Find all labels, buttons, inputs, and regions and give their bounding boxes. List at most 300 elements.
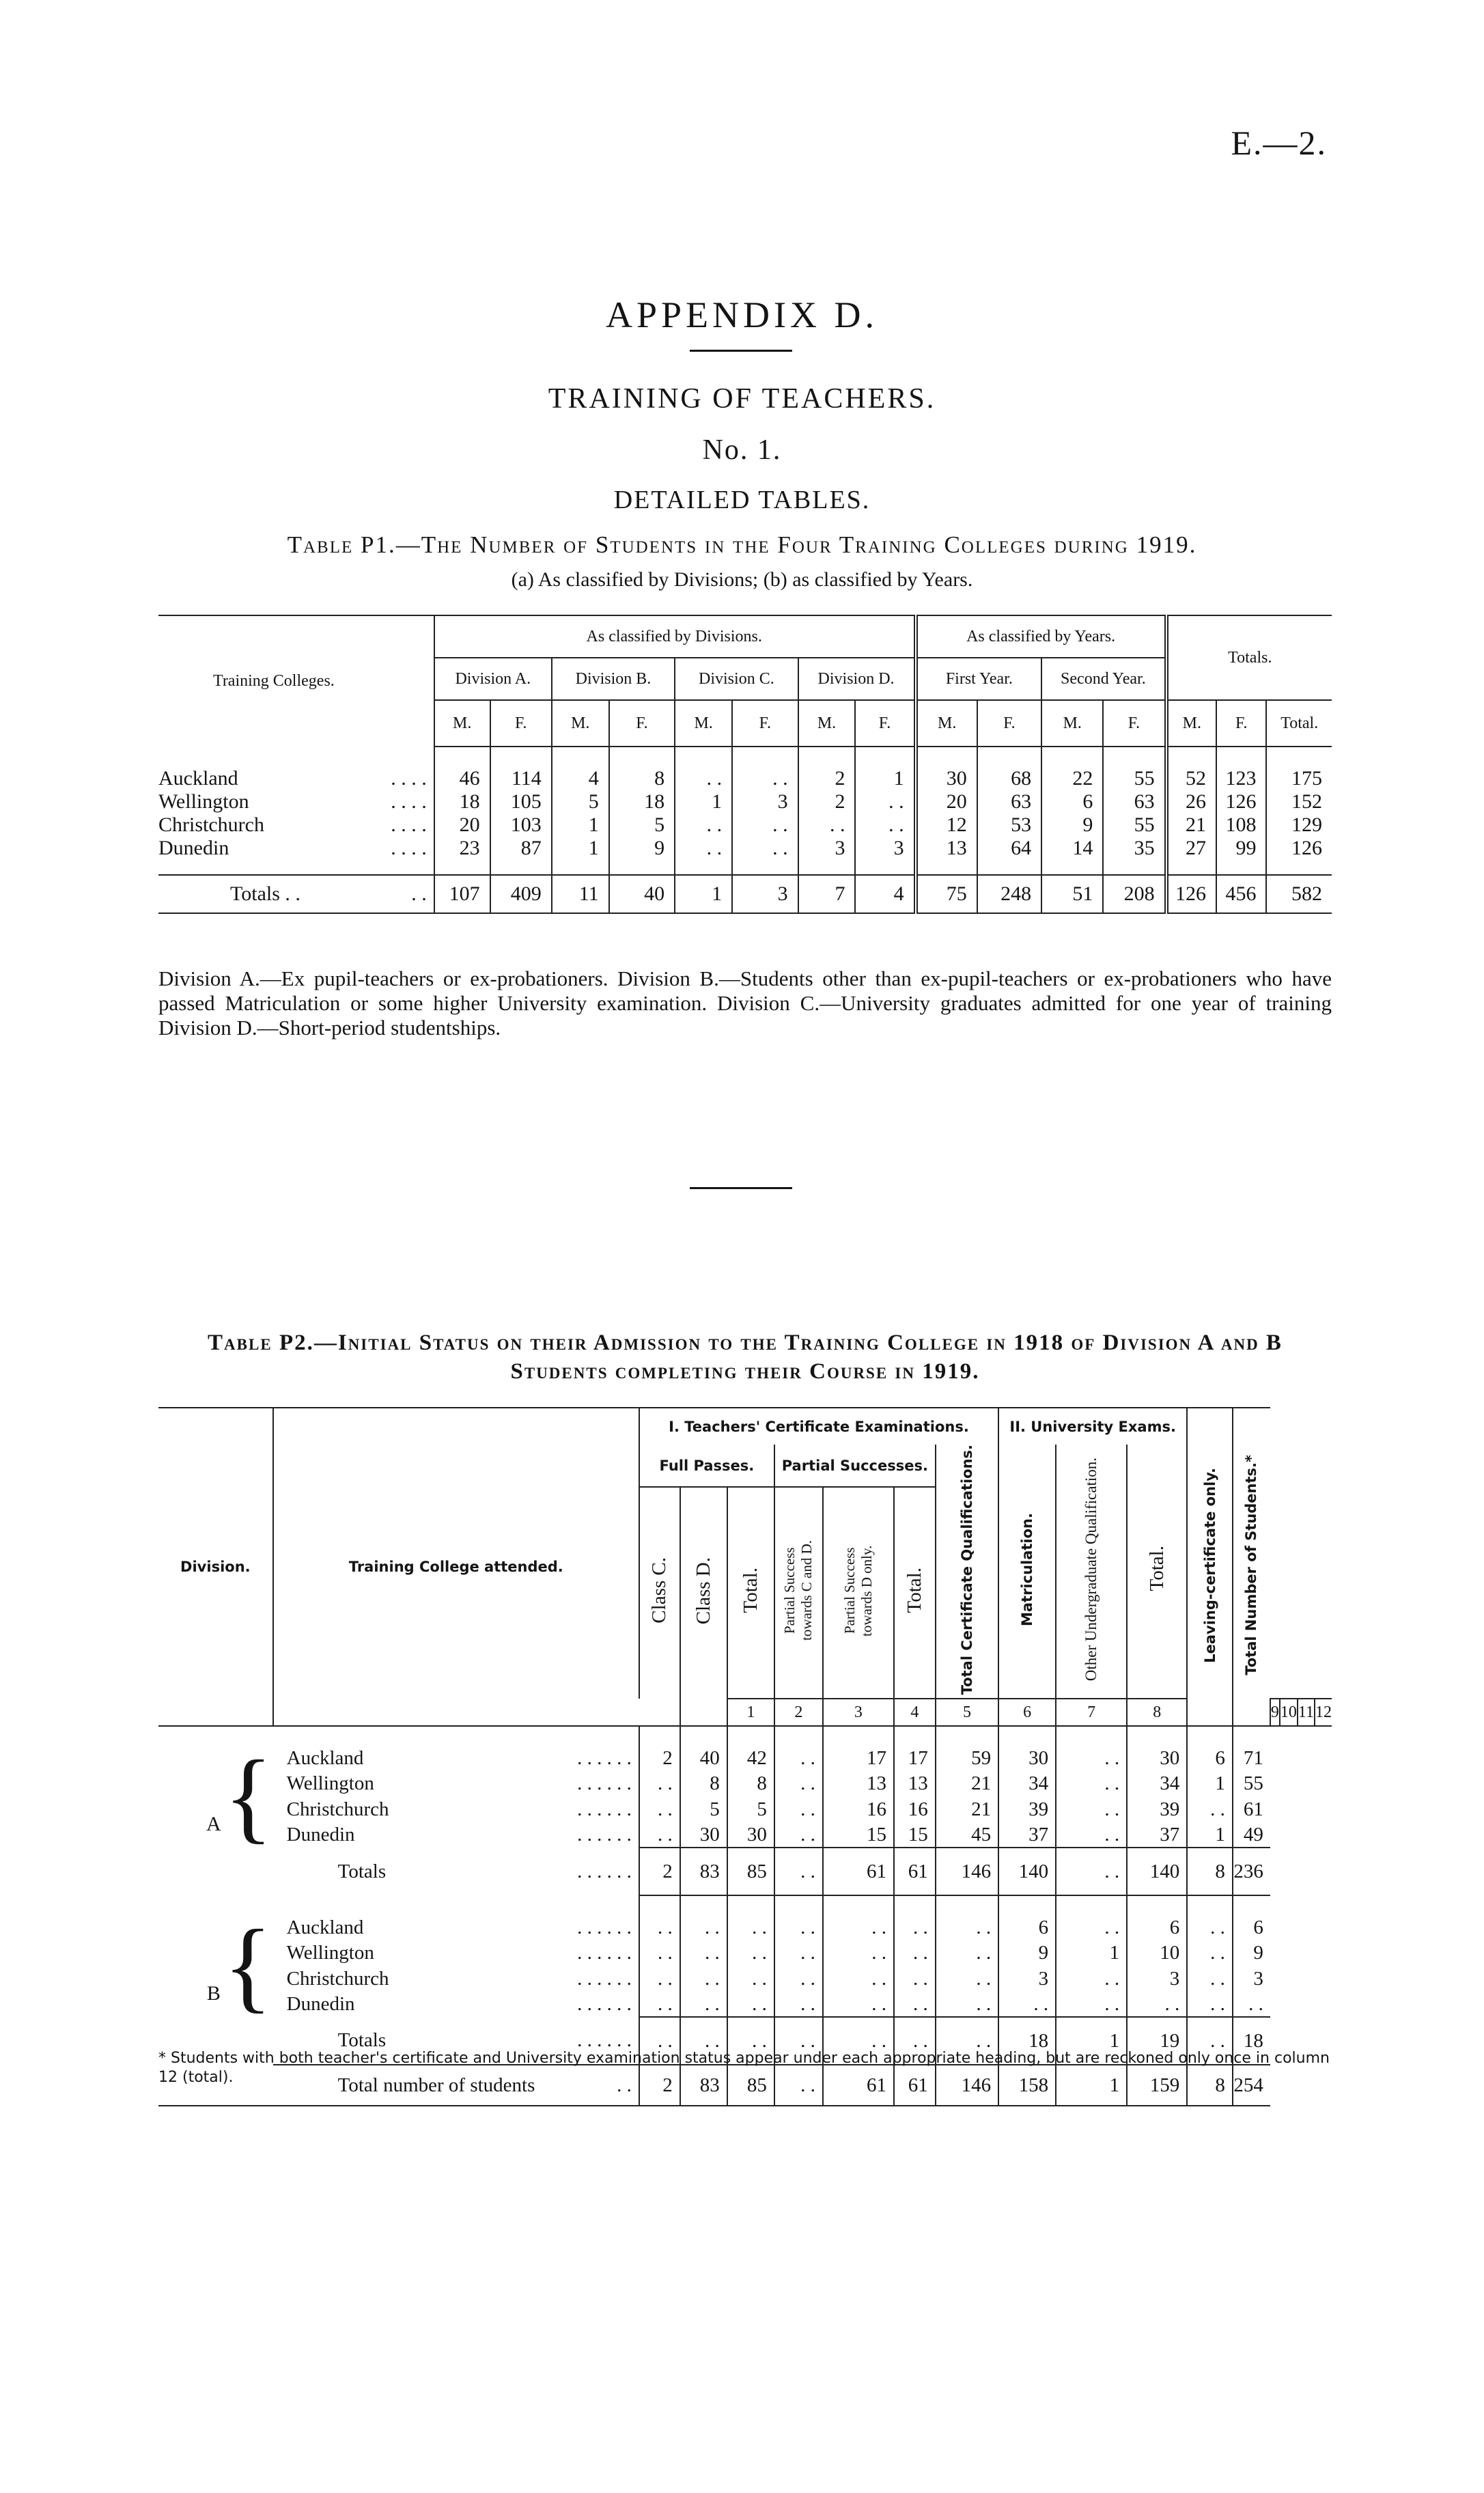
p2-cell: . . bbox=[680, 1940, 727, 1966]
p2-cell: 6 bbox=[1233, 1914, 1270, 1940]
p2-cell: 42 bbox=[727, 1745, 774, 1771]
p1-cell: . . bbox=[798, 813, 856, 837]
p1-cell: . . bbox=[675, 767, 732, 790]
p2-total-cell: 8 bbox=[1187, 2065, 1233, 2106]
p2-total-cell: 254 bbox=[1233, 2065, 1270, 2106]
leader-dots: . . . . . . bbox=[577, 1967, 632, 1990]
leader-dots: . . . . . . bbox=[577, 1772, 632, 1795]
p2-cell: 6 bbox=[998, 1914, 1056, 1940]
leader-dots: . . . . . . bbox=[577, 1993, 632, 2016]
p2-cell: 15 bbox=[894, 1822, 936, 1848]
leader-dots: . . . . . . bbox=[577, 2029, 632, 2052]
p1-header-division-d: Division D. bbox=[798, 658, 916, 700]
p2-col-partial-cd: Partial Success towards C and D. bbox=[781, 1540, 815, 1641]
p1-cell: 126 bbox=[1216, 790, 1266, 813]
leader-dots: . . . . bbox=[391, 767, 427, 790]
p1-header-f: F. bbox=[855, 700, 915, 747]
p1-cell: . . bbox=[675, 813, 732, 837]
p1-cell: 5 bbox=[609, 813, 675, 837]
p1-cell: 103 bbox=[490, 813, 552, 837]
p1-total-cell: 51 bbox=[1041, 875, 1103, 913]
p1-cell: 9 bbox=[1041, 813, 1103, 837]
p2-college-name: Auckland bbox=[286, 1746, 364, 1769]
table-p1-caption: Table P1.—The Number of Students in the Four Training Colleges during 1919. bbox=[287, 531, 1197, 558]
p2-column-number: 12 bbox=[1315, 1699, 1332, 1726]
p2-total-cell: 85 bbox=[727, 1848, 774, 1895]
p2-cell: 55 bbox=[1233, 1771, 1270, 1797]
p2-cell: 45 bbox=[936, 1822, 998, 1848]
p2-cell: 30 bbox=[998, 1745, 1056, 1771]
p2-row bbox=[158, 1940, 1332, 1966]
p2-cell: 5 bbox=[680, 1796, 727, 1822]
appendix-title: APPENDIX D. bbox=[605, 294, 879, 335]
p1-cell: 18 bbox=[609, 790, 675, 813]
p2-cell: . . bbox=[894, 1914, 936, 1940]
p2-row bbox=[158, 1914, 1332, 1940]
p1-cell: 13 bbox=[916, 837, 977, 860]
p1-cell: 52 bbox=[1166, 767, 1216, 790]
leader-dots: . . . . . . bbox=[577, 1860, 632, 1882]
p1-header-m: M. bbox=[675, 700, 732, 747]
p1-total-cell: 248 bbox=[977, 875, 1041, 913]
p1-college-name: Wellington bbox=[158, 790, 249, 813]
p2-total-cell: . . bbox=[774, 2017, 823, 2065]
p2-total-cell: 18 bbox=[1233, 2017, 1270, 2065]
p2-cell: . . bbox=[936, 1992, 998, 2018]
p2-cell: . . bbox=[774, 1745, 823, 1771]
p2-cell: 30 bbox=[680, 1822, 727, 1848]
p2-cell: 5 bbox=[727, 1796, 774, 1822]
p2-cell: 3 bbox=[998, 1966, 1056, 1992]
p2-column-number: 11 bbox=[1298, 1699, 1315, 1726]
p2-cell: . . bbox=[774, 1940, 823, 1966]
p2-col-matriculation: Matriculation. bbox=[1019, 1513, 1036, 1627]
p1-college-name: Dunedin bbox=[158, 837, 229, 859]
p2-cell: 15 bbox=[823, 1822, 894, 1848]
p2-cell: . . bbox=[936, 1914, 998, 1940]
p1-cell: . . bbox=[675, 837, 732, 860]
p2-cell: . . bbox=[774, 1914, 823, 1940]
p1-cell: 4 bbox=[552, 767, 609, 790]
p1-total-cell: 456 bbox=[1216, 875, 1266, 913]
p2-total-cell: 1 bbox=[1056, 2017, 1127, 2065]
table-p1 bbox=[158, 615, 1332, 914]
p1-header-m: M. bbox=[552, 700, 609, 747]
title-rule bbox=[690, 350, 792, 352]
p2-group-partial: Partial Successes. bbox=[774, 1445, 936, 1487]
p2-cell: . . bbox=[1056, 1914, 1127, 1940]
division-notes: Division A.—Ex pupil-teachers or ex-probationers. Division B.—Students other than ex-pupil-teachers or ex-probationers who have passed Matriculation or some higher University examination. Division C.—University graduates admitted for one year of training Division D.—Short-period studentships. bbox=[158, 966, 1332, 1040]
p2-col-other-undergrad: Other Undergraduate Qualification. bbox=[1082, 1458, 1100, 1682]
p2-cell: . . bbox=[639, 1940, 680, 1966]
p2-total-cell: 19 bbox=[1127, 2017, 1187, 2065]
p1-cell: 1 bbox=[552, 837, 609, 860]
p2-cell: . . bbox=[1187, 1940, 1233, 1966]
p2-cell: . . bbox=[823, 1914, 894, 1940]
p1-cell: 20 bbox=[434, 813, 490, 837]
p1-cell: 68 bbox=[977, 767, 1041, 790]
p2-row bbox=[158, 1745, 1332, 1771]
p2-college-name: Christchurch bbox=[286, 1967, 389, 1990]
brace-bracket: { bbox=[223, 1740, 273, 1854]
p2-cell: . . bbox=[1127, 1992, 1187, 2018]
p2-division-label: A bbox=[206, 1813, 221, 1836]
p2-cell: 13 bbox=[823, 1771, 894, 1797]
p2-cell: . . bbox=[936, 1940, 998, 1966]
p1-total-cell: 107 bbox=[434, 875, 490, 913]
p2-cell: 30 bbox=[1127, 1745, 1187, 1771]
p1-cell: 108 bbox=[1216, 813, 1266, 837]
p2-college-name: Christchurch bbox=[286, 1798, 389, 1820]
p2-col-total-students: Total Number of Students.* bbox=[1243, 1455, 1260, 1676]
p2-total-cell: . . bbox=[774, 1848, 823, 1895]
p2-cell: . . bbox=[774, 1966, 823, 1992]
p1-cell: 105 bbox=[490, 790, 552, 813]
p2-cell: 30 bbox=[727, 1822, 774, 1848]
table-p2-caption: Table P2.—Initial Status on their Admission to the Training College in 1918 of Division A and B Students completing their Course in 1919. bbox=[208, 1331, 1283, 1384]
p2-cell: 8 bbox=[727, 1771, 774, 1797]
p2-row bbox=[158, 1992, 1332, 2018]
p2-total-cell: 2 bbox=[639, 1848, 680, 1895]
p2-total-cell: 140 bbox=[998, 1848, 1056, 1895]
p1-cell: 22 bbox=[1041, 767, 1103, 790]
p1-total-cell: 409 bbox=[490, 875, 552, 913]
p1-cell: 3 bbox=[798, 837, 856, 860]
p2-cell: . . bbox=[1187, 1796, 1233, 1822]
p2-grand-label: Total number of students bbox=[337, 2074, 535, 2096]
p2-header-college: Training College attended. bbox=[273, 1408, 639, 1726]
p1-totals-row bbox=[158, 875, 1332, 913]
p2-column-number: 2 bbox=[774, 1699, 823, 1726]
table-p2 bbox=[158, 1407, 1332, 2106]
p2-total-cell: . . bbox=[823, 2017, 894, 2065]
p1-cell: 99 bbox=[1216, 837, 1266, 860]
p2-total-cell: . . bbox=[936, 2017, 998, 2065]
p1-total-cell: 11 bbox=[552, 875, 609, 913]
p2-column-number: 4 bbox=[894, 1699, 936, 1726]
p2-cell: . . bbox=[774, 1992, 823, 2018]
p2-cell: 49 bbox=[1233, 1822, 1270, 1848]
section-separator bbox=[690, 1187, 792, 1189]
p1-cell: 2 bbox=[798, 767, 856, 790]
p1-cell: 152 bbox=[1266, 790, 1332, 813]
p2-cell: . . bbox=[823, 1940, 894, 1966]
p2-cell: 71 bbox=[1233, 1745, 1270, 1771]
p2-header-division: Division. bbox=[158, 1408, 273, 1726]
p1-cell: 175 bbox=[1266, 767, 1332, 790]
p2-column-number: 1 bbox=[727, 1699, 774, 1726]
p2-col-univ-total: Total. bbox=[1145, 1546, 1168, 1591]
p2-totals-row-a bbox=[158, 1848, 1332, 1895]
p2-cell: 17 bbox=[894, 1745, 936, 1771]
p1-cell: 35 bbox=[1103, 837, 1166, 860]
page-reference: E.—2. bbox=[1231, 124, 1327, 162]
p2-cell: 39 bbox=[998, 1796, 1056, 1822]
leader-dots: . . . . bbox=[391, 837, 427, 859]
p1-cell: 18 bbox=[434, 790, 490, 813]
p2-totals-label: Totals bbox=[337, 2029, 387, 2052]
p1-header-f: F. bbox=[490, 700, 552, 747]
p2-cell: . . bbox=[774, 1771, 823, 1797]
p2-cell: . . bbox=[1056, 1745, 1127, 1771]
p2-cell: 16 bbox=[823, 1796, 894, 1822]
p2-total-cell: 146 bbox=[936, 2065, 998, 2106]
p1-cell: 1 bbox=[552, 813, 609, 837]
p1-row bbox=[158, 837, 1332, 860]
p2-cell: . . bbox=[1056, 1966, 1127, 1992]
p1-cell: 63 bbox=[977, 790, 1041, 813]
p2-cell: 61 bbox=[1233, 1796, 1270, 1822]
p1-header-total: Total. bbox=[1266, 700, 1332, 747]
p1-cell: 3 bbox=[855, 837, 915, 860]
p2-row bbox=[158, 1796, 1332, 1822]
p2-cell: 37 bbox=[1127, 1822, 1187, 1848]
p2-cell: . . bbox=[639, 1771, 680, 1797]
p2-cell: . . bbox=[1187, 1966, 1233, 1992]
p2-cell: 1 bbox=[1187, 1822, 1233, 1848]
p2-cell: 17 bbox=[823, 1745, 894, 1771]
p1-total-cell: 1 bbox=[675, 875, 732, 913]
p1-total-cell: 582 bbox=[1266, 875, 1332, 913]
p1-cell: . . bbox=[855, 813, 915, 837]
p2-cell: 8 bbox=[680, 1771, 727, 1797]
p2-group-teachers: I. Teachers' Certificate Examinations. bbox=[639, 1408, 998, 1445]
p1-cell: 8 bbox=[609, 767, 675, 790]
p2-cell: . . bbox=[1056, 1992, 1127, 2018]
footnote: * Students with both teacher's certificate and University examination status appear under each appropriate heading, but are reckoned only once in column 12 (total). bbox=[158, 2050, 1330, 2086]
p2-cell: . . bbox=[680, 1914, 727, 1940]
p1-header-m: M. bbox=[798, 700, 856, 747]
p1-cell: 129 bbox=[1266, 813, 1332, 837]
p2-column-number: 10 bbox=[1280, 1699, 1298, 1726]
leader-dots: . . . . . . bbox=[577, 1798, 632, 1820]
p2-college-name: Wellington bbox=[286, 1942, 374, 1964]
p1-row bbox=[158, 790, 1332, 813]
p1-cell: 46 bbox=[434, 767, 490, 790]
p2-row bbox=[158, 1822, 1332, 1848]
p2-cell: 39 bbox=[1127, 1796, 1187, 1822]
p2-college-name: Dunedin bbox=[286, 1824, 355, 1846]
p2-cell: . . bbox=[727, 1992, 774, 2018]
p1-header-m: M. bbox=[1166, 700, 1216, 747]
document-subtitle: TRAINING OF TEACHERS. bbox=[548, 383, 936, 415]
p2-cell: 1 bbox=[1056, 1940, 1127, 1966]
p2-total-cell: 158 bbox=[998, 2065, 1056, 2106]
p2-group-university: II. University Exams. bbox=[998, 1408, 1187, 1445]
p2-cell: . . bbox=[1056, 1796, 1127, 1822]
p2-total-cell: . . bbox=[774, 2065, 823, 2106]
p1-cell: 21 bbox=[1166, 813, 1216, 837]
leader-dots: . . bbox=[411, 882, 427, 905]
p1-cell: 126 bbox=[1266, 837, 1332, 860]
p1-total-cell: 4 bbox=[855, 875, 915, 913]
p2-cell: 40 bbox=[680, 1745, 727, 1771]
table-p1-subcaption: (a) As classified by Divisions; (b) as classified by Years. bbox=[511, 568, 973, 591]
p1-cell: 63 bbox=[1103, 790, 1166, 813]
p2-column-number: 7 bbox=[1056, 1699, 1127, 1726]
p1-total-cell: 3 bbox=[732, 875, 798, 913]
p1-group-divisions: As classified by Divisions. bbox=[434, 615, 916, 658]
p1-cell: 1 bbox=[675, 790, 732, 813]
p2-cell: 10 bbox=[1127, 1940, 1187, 1966]
p2-cell: . . bbox=[1187, 1992, 1233, 2018]
p2-cell: 9 bbox=[1233, 1940, 1270, 1966]
p2-total-cell: . . bbox=[1187, 2017, 1233, 2065]
p2-total-cell: 61 bbox=[894, 1848, 936, 1895]
p1-cell: 114 bbox=[490, 767, 552, 790]
p2-total-cell: . . bbox=[680, 2017, 727, 2065]
p2-cell: . . bbox=[639, 1822, 680, 1848]
p2-cell: . . bbox=[823, 1992, 894, 2018]
p2-cell: 6 bbox=[1127, 1914, 1187, 1940]
p1-header-f: F. bbox=[732, 700, 798, 747]
p1-header-f: F. bbox=[1216, 700, 1266, 747]
p2-cell: 6 bbox=[1187, 1745, 1233, 1771]
p2-cell: . . bbox=[727, 1966, 774, 1992]
p2-cell: . . bbox=[680, 1992, 727, 2018]
p1-header-colleges: Training Colleges. bbox=[158, 615, 434, 747]
p1-cell: 14 bbox=[1041, 837, 1103, 860]
p2-college-name: Wellington bbox=[286, 1772, 374, 1795]
p2-cell: . . bbox=[639, 1914, 680, 1940]
p2-cell: . . bbox=[936, 1966, 998, 1992]
p1-group-years: As classified by Years. bbox=[916, 615, 1166, 658]
p1-header-f: F. bbox=[1103, 700, 1166, 747]
p1-total-cell: 40 bbox=[609, 875, 675, 913]
p1-header-m: M. bbox=[916, 700, 977, 747]
p1-header-f: F. bbox=[609, 700, 675, 747]
p2-cell: . . bbox=[823, 1966, 894, 1992]
p2-column-number: 5 bbox=[936, 1699, 998, 1726]
p2-college-name: Dunedin bbox=[286, 1993, 355, 2016]
p2-cell: . . bbox=[774, 1796, 823, 1822]
p2-cell: 1 bbox=[1187, 1771, 1233, 1797]
p1-cell: 2 bbox=[798, 790, 856, 813]
p2-cell: 37 bbox=[998, 1822, 1056, 1848]
p1-total-cell: 126 bbox=[1166, 875, 1216, 913]
p2-col-full-total: Total. bbox=[739, 1567, 761, 1613]
p1-cell: 6 bbox=[1041, 790, 1103, 813]
leader-dots: . . . . bbox=[391, 790, 427, 813]
p2-cell: . . bbox=[727, 1940, 774, 1966]
p1-header-m: M. bbox=[434, 700, 490, 747]
p2-cell: 59 bbox=[936, 1745, 998, 1771]
p2-cell: . . bbox=[894, 1966, 936, 1992]
p1-header-division-a: Division A. bbox=[434, 658, 552, 700]
p1-row bbox=[158, 767, 1332, 790]
p1-cell: 27 bbox=[1166, 837, 1216, 860]
p2-cell: . . bbox=[1187, 1914, 1233, 1940]
p2-column-number: 8 bbox=[1127, 1699, 1187, 1726]
p2-cell: 3 bbox=[1127, 1966, 1187, 1992]
p2-total-cell: . . bbox=[1056, 1848, 1127, 1895]
p2-row bbox=[158, 1966, 1332, 1992]
p2-col-partial-d: Partial Success towards D only. bbox=[841, 1545, 875, 1637]
p2-cell: . . bbox=[639, 1796, 680, 1822]
p2-col-leaving: Leaving-certificate only. bbox=[1201, 1467, 1218, 1663]
leader-dots: . . bbox=[617, 2074, 632, 2096]
p1-cell: . . bbox=[855, 790, 915, 813]
leader-dots: . . . . . . bbox=[577, 1942, 632, 1964]
p1-cell: . . bbox=[732, 837, 798, 860]
p1-cell: 3 bbox=[732, 790, 798, 813]
p1-cell: 26 bbox=[1166, 790, 1216, 813]
p2-cell: . . bbox=[639, 1992, 680, 2018]
leader-dots: . . . . . . bbox=[577, 1824, 632, 1846]
section-title: DETAILED TABLES. bbox=[613, 486, 871, 514]
p2-cell: . . bbox=[894, 1992, 936, 2018]
p1-cell: 12 bbox=[916, 813, 977, 837]
p2-total-cell: 146 bbox=[936, 1848, 998, 1895]
p2-college-name: Auckland bbox=[286, 1916, 364, 1938]
p1-header-m: M. bbox=[1041, 700, 1103, 747]
p2-cell: 13 bbox=[894, 1771, 936, 1797]
p2-totals-label: Totals bbox=[337, 1860, 387, 1882]
p2-cell: . . bbox=[894, 1940, 936, 1966]
p2-total-cell: 61 bbox=[894, 2065, 936, 2106]
p1-cell: 23 bbox=[434, 837, 490, 860]
p2-group-full-passes: Full Passes. bbox=[639, 1445, 774, 1487]
p1-total-cell: 75 bbox=[916, 875, 977, 913]
brace-bracket: { bbox=[223, 1909, 272, 2023]
p2-cell: . . bbox=[1233, 1992, 1270, 2018]
p2-cell: 16 bbox=[894, 1796, 936, 1822]
leader-dots: . . . . bbox=[391, 813, 427, 836]
leader-dots: . . . . . . bbox=[577, 1746, 632, 1769]
p2-col-class-c: Class C. bbox=[648, 1557, 671, 1624]
p2-cell: . . bbox=[1056, 1822, 1127, 1848]
p1-college-name: Christchurch bbox=[158, 813, 264, 836]
leader-dots: . . . . . . bbox=[577, 1916, 632, 1938]
p2-total-cell: 85 bbox=[727, 2065, 774, 2106]
p1-cell: 9 bbox=[609, 837, 675, 860]
p1-cell: 55 bbox=[1103, 813, 1166, 837]
p2-cell: 21 bbox=[936, 1796, 998, 1822]
p2-cell: . . bbox=[774, 1822, 823, 1848]
p1-header-f: F. bbox=[977, 700, 1041, 747]
p1-cell: 53 bbox=[977, 813, 1041, 837]
p2-total-cell: 61 bbox=[823, 1848, 894, 1895]
p1-cell: . . bbox=[732, 767, 798, 790]
p2-column-number: 6 bbox=[998, 1699, 1056, 1726]
p2-total-cell: 83 bbox=[680, 2065, 727, 2106]
p1-cell: 5 bbox=[552, 790, 609, 813]
p2-total-cell: 140 bbox=[1127, 1848, 1187, 1895]
p1-cell: 87 bbox=[490, 837, 552, 860]
p2-cell: 34 bbox=[998, 1771, 1056, 1797]
p2-cell: 9 bbox=[998, 1940, 1056, 1966]
p2-cell: . . bbox=[639, 1966, 680, 1992]
p2-total-cell: 159 bbox=[1127, 2065, 1187, 2106]
p2-col-total-cert: Total Certificate Qualifications. bbox=[958, 1445, 975, 1695]
p2-cell: 34 bbox=[1127, 1771, 1187, 1797]
p1-header-second-year: Second Year. bbox=[1041, 658, 1166, 700]
p2-total-cell: 8 bbox=[1187, 1848, 1233, 1895]
p1-group-totals: Totals. bbox=[1166, 615, 1332, 700]
p2-cell: 21 bbox=[936, 1771, 998, 1797]
p2-total-cell: 83 bbox=[680, 1848, 727, 1895]
p2-cell: . . bbox=[727, 1914, 774, 1940]
p2-cell: . . bbox=[1056, 1771, 1127, 1797]
p2-cell: 2 bbox=[639, 1745, 680, 1771]
p1-cell: 20 bbox=[916, 790, 977, 813]
p1-row bbox=[158, 813, 1332, 837]
p1-cell: . . bbox=[732, 813, 798, 837]
p2-cell: . . bbox=[680, 1966, 727, 1992]
p1-header-first-year: First Year. bbox=[916, 658, 1042, 700]
p2-col-partial-total: Total. bbox=[903, 1567, 925, 1613]
p1-totals-label: Totals . . bbox=[230, 882, 300, 905]
